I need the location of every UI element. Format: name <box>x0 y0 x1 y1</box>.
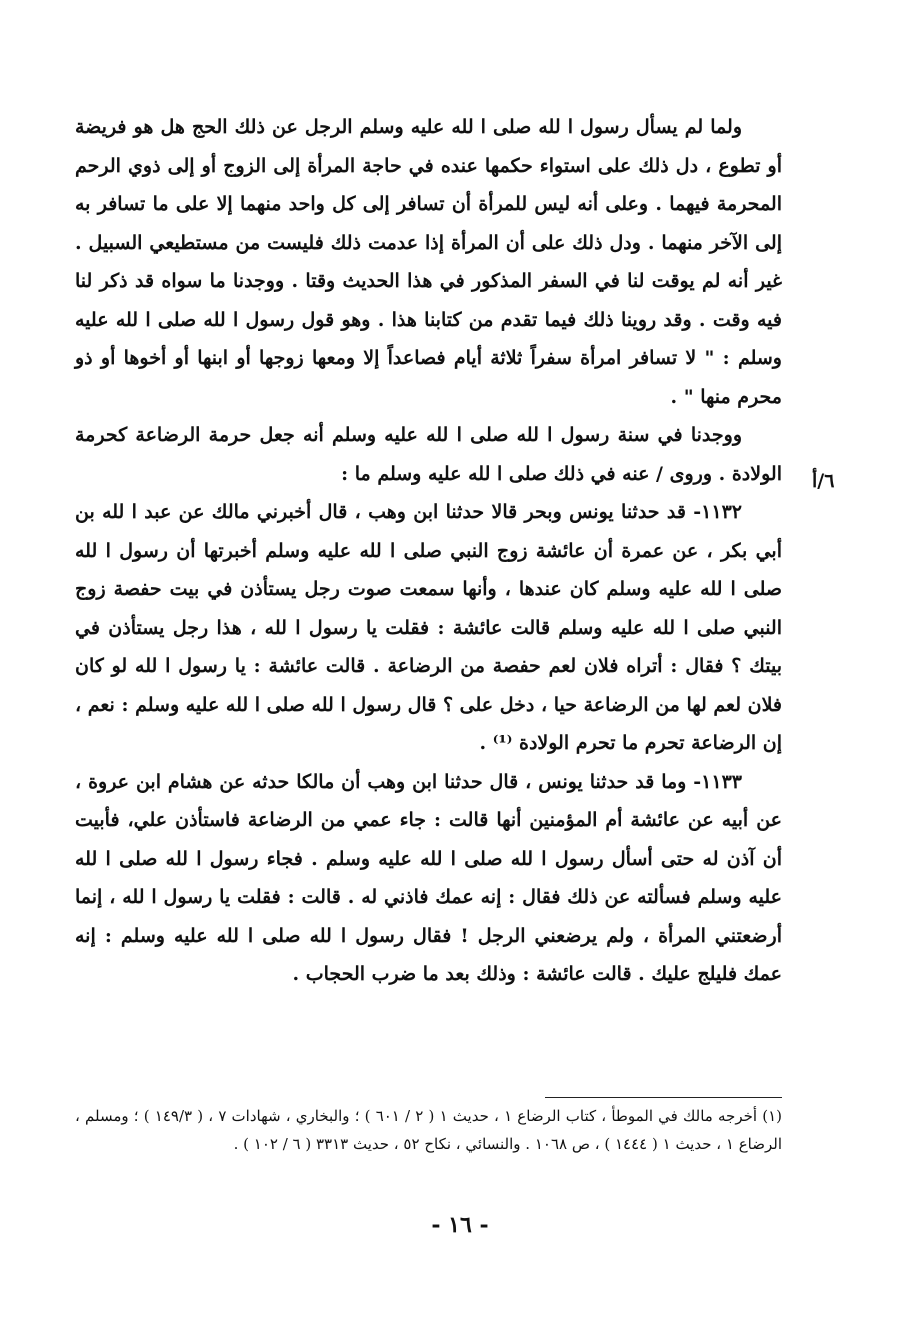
paragraph-1: ولما لم يسأل رسول ا لله صلى ا لله عليه وسلم الرجل عن ذلك الحج هل هو فريضة أو تطوع ، دل ذلك على استواء حكمها عنده في حاجة المرأة إلى الزوج أو إلى ذوي الرحم المحرمة فيهما . وعلى أنه ليس للمرأة أن تسافر إلى كل واحد منهما إلا على ما تسافر به إلى الآخر منهما . ودل ذلك على أن المرأة إذا عدمت ذلك فليست من مستطيعي السبيل . غير أنه لم يوقت لنا في السفر المذكور في هذا الحديث وقتا . ووجدنا ما سواه قد ذكر لنا فيه وقت . وقد روينا ذلك فيما تقدم من كتابنا هذا . وهو قول رسول ا لله صلى ا لله عليه وسلم : " لا تسافر امرأة سفراً ثلاثة أيام فصاعداً إلا ومعها زوجها أو ابنها أو أخوها أو ذو محرم منها " . <box>75 116 782 408</box>
main-text <box>75 108 782 994</box>
hadith-1132: ١١٣٢- قد حدثنا يونس وبحر قالا حدثنا ابن وهب ، قال أخبرني مالك عن عبد ا لله بن أبي بكر ، عن عمرة أن عائشة زوج النبي صلى ا لله عليه وسلم أخبرتها أن رسول ا لله صلى ا لله عليه وسلم كان عندها ، وأنها سمعت صوت رجل يستأذن في بيت حفصة زوج النبي صلى ا لله عليه وسلم قالت عائشة : فقلت يا رسول ا لله ، هذا رجل يستأذن في بيتك ؟ فقال : أتراه فلان لعم حفصة من الرضاعة . قالت عائشة : يا رسول ا لله لو كان فلان لعم لها من الرضاعة حيا ، دخل على ؟ قال رسول ا لله صلى ا لله عليه وسلم : نعم ، إن الرضاعة تحرم ما تحرم الولادة ⁽¹⁾ . <box>75 501 782 754</box>
paragraph-2: ووجدنا في سنة رسول ا لله صلى ا لله عليه وسلم أنه جعل حرمة الرضاعة كحرمة الولادة . وروى / عنه في ذلك صلى ا لله عليه وسلم ما : <box>75 424 782 485</box>
page-number: - ١٦ - <box>431 1212 489 1238</box>
footnote-divider <box>545 1097 782 1098</box>
manuscript-folio-note: ٦/أ <box>812 470 835 492</box>
footnote-1: (١) أخرجه مالك في الموطأ ، كتاب الرضاع ١ ، حديث ١ ( ٢ / ٦٠١ ) ؛ والبخاري ، شهادات ٧ ، ( ١٤٩/٣ ) ؛ ومسلم ، الرضاع ١ ، حديث ١ ( ١٤٤٤ ) ، ص ١٠٦٨ . والنسائي ، نكاح ٥٢ ، حديث ٣٣١٣ ( ٦ / ١٠٢ ) . <box>75 1107 782 1153</box>
footnotes <box>75 1102 782 1158</box>
hadith-1133: ١١٣٣- وما قد حدثنا يونس ، قال حدثنا ابن وهب أن مالكا حدثه عن هشام ابن عروة ، عن أبيه عن عائشة أم المؤمنين أنها قالت : جاء عمي من الرضاعة فاستأذن علي، فأبيت أن آذن له حتى أسأل رسول ا لله صلى ا لله عليه وسلم . فجاء رسول ا لله صلى ا لله عليه وسلم فسألته عن ذلك فقال : إنه عمك فاذني له . قالت : فقلت يا رسول ا لله ، إنما أرضعتني المرأة ، ولم يرضعني الرجل ! فقال رسول ا لله صلى ا لله عليه وسلم : إنه عمك فليلج عليك . قالت عائشة : وذلك بعد ما ضرب الحجاب . <box>75 770 782 985</box>
